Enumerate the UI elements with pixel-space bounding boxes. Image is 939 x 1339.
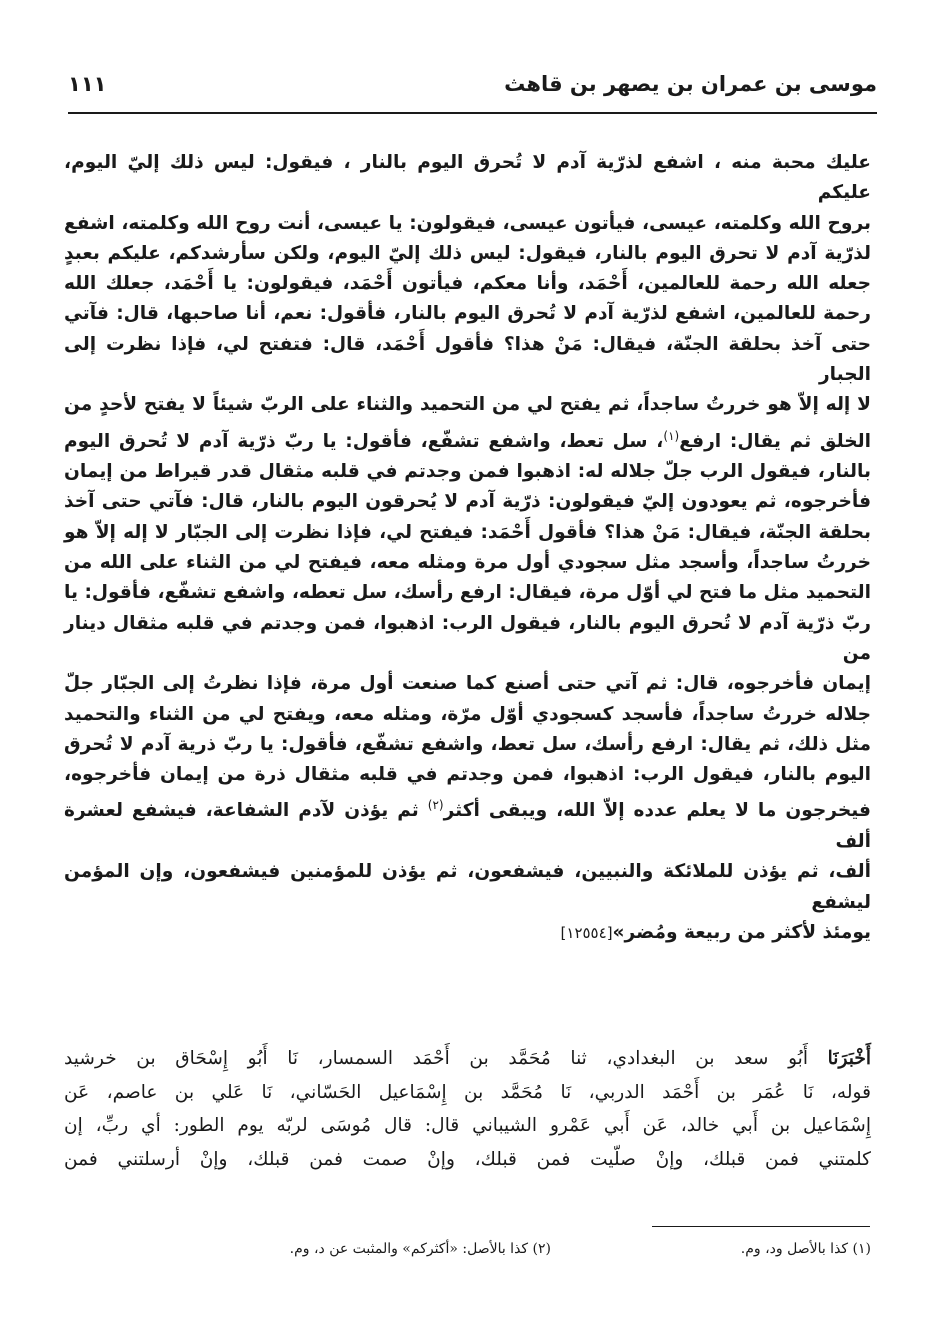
text-line: كلمتني فمن قبلك، وإنْ صلّيت فمن قبلك، وإنْ صمت فمن قبلك، وإنْ أرسلتني فمن: [64, 1148, 871, 1170]
text-segment: فيخرجون ما لا يعلم عدده إلاّ الله، ويبقى أكثر: [443, 800, 871, 822]
text-line: اليوم بالنار، فيقول الرب: اذهبوا، فمن وجدتم في قلبه مثقال ذرة من إيمان فأخرجوه،: [64, 764, 871, 786]
footnote-2: (٢) كذا بالأصل: «أكثركم» والمثبت عن د، وم.: [289, 1241, 551, 1257]
text-line: بروح الله وكلمته، عيسى، فيأتون عيسى، فيقولون: يا عيسى، أنت روح الله وكلمته، اشفع: [64, 212, 871, 234]
text-line: رحمة للعالمين، اشفع لذرّية آدم لا تُحرق اليوم بالنار، فأقول: نعم، أنا صاحبها، قال: فآتي: [64, 303, 871, 325]
text-line: جلاله خررتُ ساجداً، فأسجد كسجودي أوّل مرّة، ومثله معه، ويفتح لي من الثناء والتحميد: [64, 703, 871, 725]
text-line: قوله، نَا عُمَر بن أَحْمَد الدربي، نَا مُحَمَّد بن إِسْمَاعيل الحَسّاني، نَا عَلي بن عاصم، عَن: [64, 1081, 871, 1103]
text-line: ربّ ذرّية آدم لا تُحرق اليوم بالنار، فيقول الرب: اذهبوا، فمن وجدتم في قلبه مثقال دينار من: [64, 612, 871, 664]
text-line: التحميد مثل ما فتح لي أوّل مرة، فيقال: ارفع رأسك، سل تعطه، واشفع تشفّع، فأقول: يا: [64, 582, 871, 604]
header-divider: [68, 112, 877, 114]
text-line: مثل ذلك، ثم يقال: ارفع رأسك، سل تعط، واشفع تشفّع، فأقول: يا ربّ ذرية آدم لا تُحرق: [64, 733, 871, 755]
text-line: فأخرجوه، ثم يعودون إليّ فيقولون: ذرّية آدم لا يُحرقون اليوم بالنار، قال: فآتي حتى آخذ: [64, 491, 871, 513]
footnote-divider: [652, 1226, 870, 1227]
text-line: [64, 790, 871, 857]
text-line: لا إله إلاّ هو خررتُ ساجداً، ثم يفتح لي من التحميد والثناء على الربّ شيئاً لا يفتح لأحدٍ من: [64, 394, 871, 416]
text-line: ألف، ثم يؤذن للملائكة والنبيين، فيشفعون، ثم يؤذن للمؤمنين فيشفعون، وإن المؤمن ليشفع: [64, 861, 871, 913]
text-segment: ، سل تعط، واشفع تشفّع، فأقول: يا ربّ ذرّية آدم لا تُحرق اليوم: [64, 430, 664, 452]
text-line: خررتُ ساجداً، وأسجد مثل سجودي أول مرة ومثله معه، فيفتح لي من الثناء على الله من: [64, 552, 871, 574]
text-line: [64, 1042, 871, 1076]
text-line: لذرّية آدم لا تحرق اليوم بالنار، فيقول: ليس ذلك إليّ اليوم، ولكن سأرشدكم، عليكم بعبدٍ: [64, 242, 871, 264]
footnote-ref-1[interactable]: (١): [663, 428, 680, 443]
text-line: عليك محبة منه ، اشفع لذرّية آدم لا تُحرق اليوم بالنار ، فيقول: ليس ذلك إليّ اليوم، عليكم: [64, 152, 871, 204]
footnote-1: (١) كذا بالأصل ود، وم.: [740, 1241, 871, 1257]
text-line: حتى آخذ بحلقة الجنّة، فيقال: مَنْ هذا؟ فأقول أَحْمَد، قال: فتفتح لي، فإذا نظرت إلى الجبار: [64, 333, 871, 386]
hadith-main-text: [64, 148, 871, 948]
citation-number: [١٢٥٥٤]: [560, 923, 613, 942]
text-line: جعله الله رحمة للعالمين، أَحْمَد، وأنا معكم، فيأتون أَحْمَد، فيقولون: يا أَحْمَد، جعلك الله: [64, 273, 871, 295]
text-line: بحلقة الجنّة، فيقال: مَنْ هذا؟ فأقول أَحْمَد: فيفتح لي، فإذا نظرت إلى الجبّار لا إله إلاّ هو: [64, 521, 871, 543]
text-line: [64, 421, 871, 457]
text-segment: الخلق ثم يقال: ارفع: [679, 430, 871, 452]
text-line: بالنار، فيقول الرب جلّ جلاله له: اذهبوا فمن وجدتم في قلبه مثقال قدر قيراط من إيمان: [64, 461, 871, 483]
text-segment: ثم يؤذن لآدم الشفاعة، فيشفع لعشرة ألف: [64, 800, 871, 852]
running-title: موسى بن عمران بن يصهر بن قاهث: [504, 72, 877, 96]
footnote-ref-2[interactable]: (٢): [427, 798, 444, 813]
text-segment: يومئذ لأكثر من ربيعة ومُضر»: [612, 921, 871, 943]
text-segment: أَبُو سعد بن البغدادي، ثنا مُحَمَّد بن أَحْمَد السمسار، نَا أَبُو إِسْحَاق بن خرشيد: [64, 1048, 828, 1069]
page-number: ١١١: [68, 72, 107, 96]
text-line: إيمان فأخرجوه، قال: ثم آتي حتى أصنع كما صنعت أول مرة، فإذا نظرتُ إلى الجبّار جلّ: [64, 673, 871, 695]
akhbarana-keyword: أَخْبَرَنَا: [827, 1048, 871, 1069]
hadith-second-text: [64, 1042, 871, 1176]
text-line-last: [64, 918, 871, 948]
text-line: إِسْمَاعيل بن أَبي خالد، عَن أَبي عَمْرو الشيباني قال: قال مُوسَى لربّه يوم الطور: أي ربِّ، إن: [64, 1115, 871, 1136]
page-header: [68, 68, 877, 106]
